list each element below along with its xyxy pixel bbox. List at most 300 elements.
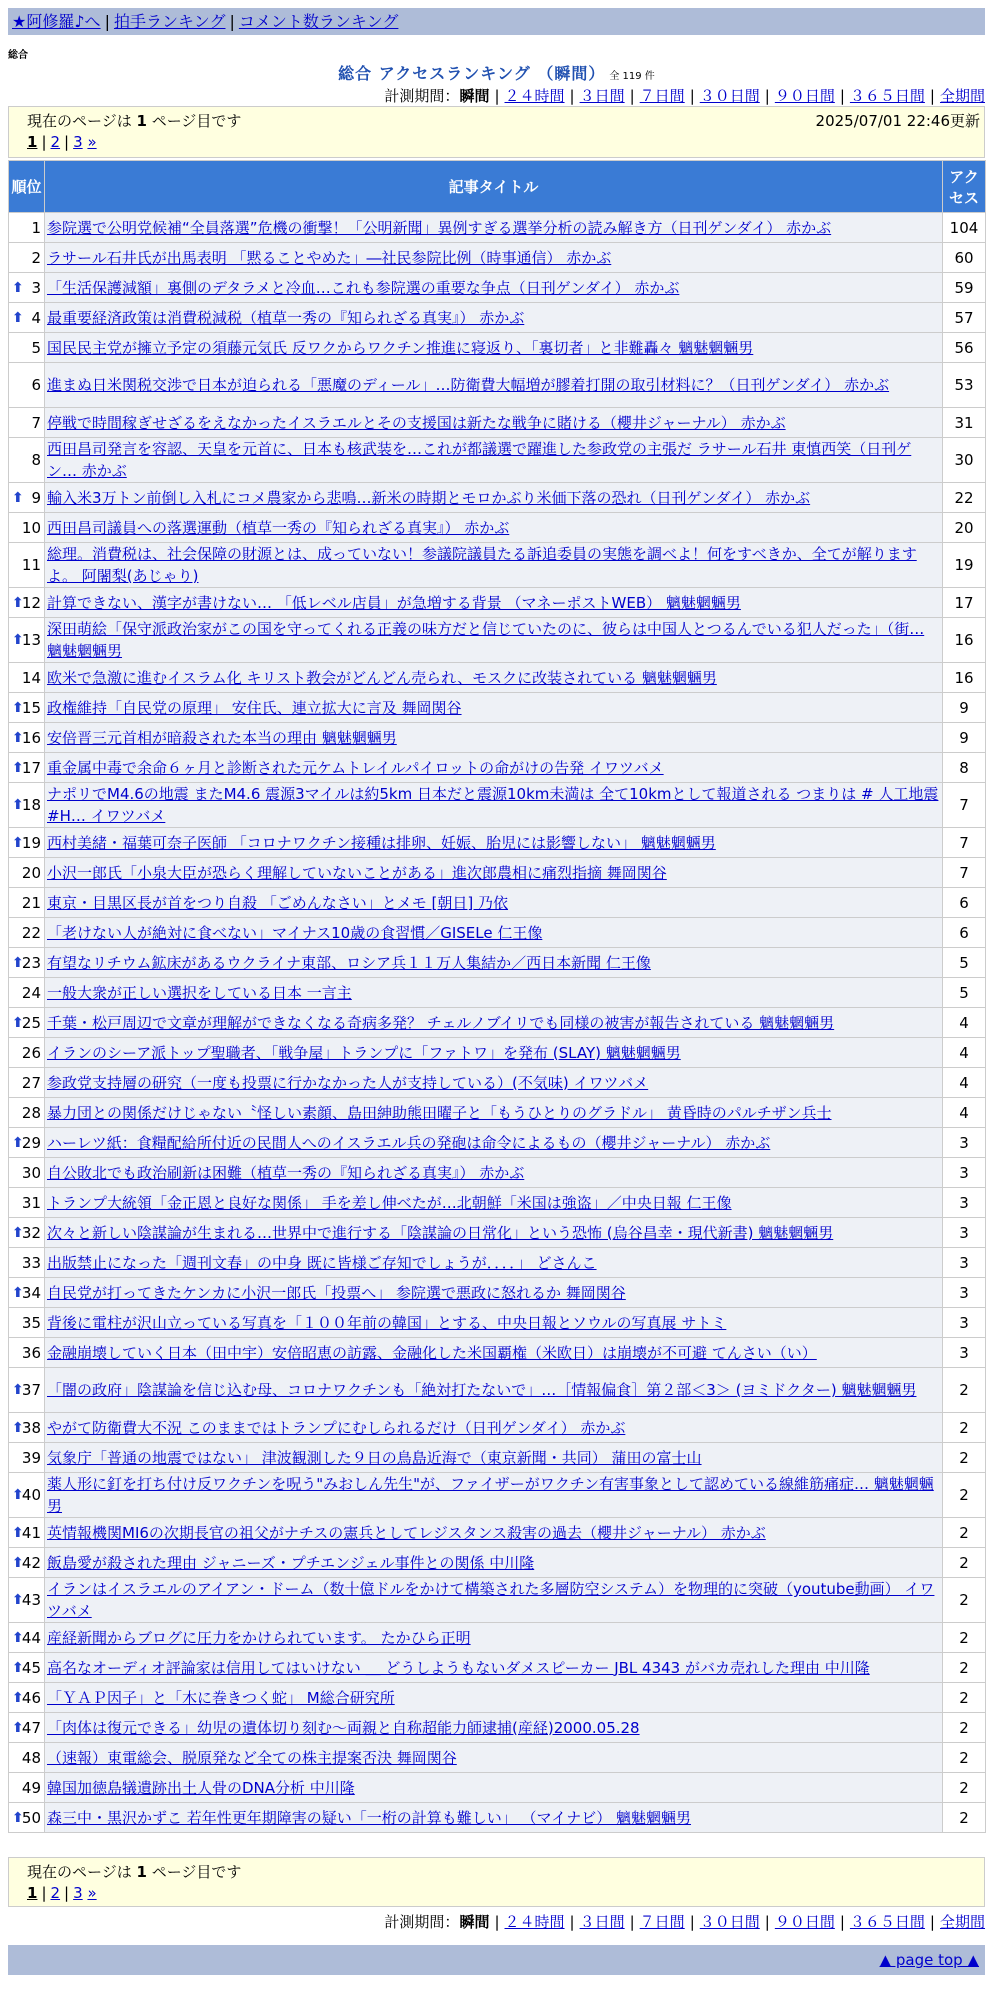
title-cell [45,1743,943,1773]
title-cell [45,858,943,888]
page-link-3[interactable]: 3 [73,133,83,151]
rank-header: 順位 [9,161,45,213]
table-row [9,1188,986,1218]
rank-cell [9,723,45,753]
rank-cell [9,273,45,303]
rank-cell [9,1098,45,1128]
article-link[interactable]: 「闇の政府」陰謀論を信じ込む母、コロナワクチンも「絶対打たないで」…［情報偏食］第２部＜3＞ (ヨミドクター) 魑魅魍魎男 [47,1381,917,1399]
nav-separator: | [104,12,110,31]
rank-number: 31 [21,1193,41,1212]
article-link[interactable]: 気象庁「普通の地震ではない」 津波観測した９日の鳥島近海で（東京新聞・共同） 蒲田の富士山 [47,1448,702,1467]
rank-cell [9,1368,45,1413]
access-count: 2 [943,1578,986,1623]
article-link[interactable]: 金融崩壊していく日本（田中宇）安倍昭恵の訪露、金融化した米国覇権（米欧日）は崩壊が不可避 てんさい（い） [47,1343,817,1362]
access-count: 5 [943,948,986,978]
rank-number: 40 [21,1486,41,1504]
rank-cell [9,1218,45,1248]
article-link[interactable]: 「老けない人が絶対に食べない」マイナス10歳の食習慣／GISELe 仁王像 [47,923,543,942]
page-info-top [8,106,985,158]
period-separator: | [929,87,935,105]
table-row [9,1713,986,1743]
period-link[interactable]: 全期間 [939,1913,985,1931]
rank-number: 2 [31,248,41,267]
rank-up-arrow-icon: ⬆ [12,279,24,296]
title-cell [45,408,943,438]
article-link[interactable]: 最重要経済政策は消費税減税（植草一秀の『知られざる真実』） 赤かぶ [47,308,525,327]
period-link[interactable]: ２４時間 [504,87,565,105]
rank-cell [9,1548,45,1578]
access-count: 4 [943,1038,986,1068]
page-link-1: 1 [27,133,38,151]
title-cell [45,1548,943,1578]
access-count: 30 [943,438,986,483]
access-count: 16 [943,663,986,693]
page-top-link[interactable]: ▲ page top ▲ [879,1951,979,1969]
rank-number: 47 [21,1718,41,1737]
article-link[interactable]: 高名なオーディオ評論家は信用してはいけない ＿ どうしようもないダメスピーカー JBL 4343 がバカ売れした理由 中川隆 [47,1658,870,1677]
period-link[interactable]: ７日間 [639,1913,685,1931]
rank-cell [9,978,45,1008]
rank-cell [9,753,45,783]
title-cell [45,1128,943,1158]
article-link[interactable]: 安倍晋三元首相が暗殺された本当の理由 魑魅魍魎男 [47,728,397,747]
access-count: 6 [943,918,986,948]
table-row [9,1038,986,1068]
title-cell [45,1803,943,1833]
article-link[interactable]: ナポリでM4.6の地震 またM4.6 震源3マイルは約5km 日本だと震源10km未満は 全て10kmとして報道される つまりは # 人工地震 #H… イワツバメ [47,785,939,825]
period-separator: | [629,87,635,105]
rank-up-arrow-icon: ⬆ [12,1659,24,1676]
rank-up-arrow-icon: ⬆ [12,1134,24,1151]
table-row [9,1413,986,1443]
rank-number: 13 [21,631,41,649]
table-row [9,663,986,693]
article-link[interactable]: 重金属中毒で余命６ヶ月と診断された元ケムトレイルパイロットの命がけの告発 イワツバメ [47,758,664,777]
period-separator: | [494,1913,500,1931]
access-count: 3 [943,1218,986,1248]
article-link[interactable]: ハーレツ紙：食糧配給所付近の民間人へのイスラエル兵の発砲は命令によるもの（櫻井ジャーナル） 赤かぶ [47,1133,771,1152]
rank-number: 46 [21,1688,41,1707]
title-cell [45,1008,943,1038]
page-text-suffix: ページ目です [151,112,242,130]
rank-number: 17 [21,758,41,777]
table-row [9,918,986,948]
period-selector-top [384,86,985,106]
article-link[interactable]: 「肉体は復元できる」幼児の遺体切り刻む～両親と自称超能力師逮捕(産経)2000.05.28 [47,1718,640,1737]
title-cell [45,948,943,978]
period-link[interactable]: ９０日間 [774,87,835,105]
access-count: 3 [943,1278,986,1308]
rank-cell [9,588,45,618]
table-row [9,588,986,618]
top-navigation [8,8,985,35]
period-label: 計測期間： [384,87,460,105]
period-current: 瞬間 [459,87,490,105]
home-link[interactable]: ★阿修羅♪へ [12,12,101,31]
title-cell [45,333,943,363]
rank-cell [9,1338,45,1368]
access-count: 6 [943,888,986,918]
title-cell [45,1308,943,1338]
title-cell [45,753,943,783]
table-row [9,1443,986,1473]
page-link-2[interactable]: 2 [50,133,61,151]
page-text-suffix: ページ目です [151,1863,242,1881]
current-page-number: 1 [136,1863,147,1881]
table-row [9,723,986,753]
rank-number: 35 [21,1313,41,1332]
rank-cell [9,663,45,693]
rank-number: 14 [21,668,41,687]
access-count: 8 [943,753,986,783]
access-count: 2 [943,1623,986,1653]
article-link[interactable]: 総理。消費税は、社会保障の財源とは、成っていない！参議院議員たる訴追委員の実態を調べよ！何をすべきか、全てが解りますよ。 阿闍梨(あじゃり) [47,545,917,585]
rank-up-arrow-icon: ⬆ [12,1014,24,1031]
pagination [27,1884,97,1902]
table-row [9,693,986,723]
article-link[interactable]: 参院選で公明党候補“全員落選”危機の衝撃！「公明新聞」異例すぎる選挙分析の読み解き方（日刊ゲンダイ） 赤かぶ [47,218,832,237]
rank-cell [9,1443,45,1473]
rank-number: 24 [21,983,41,1002]
article-link[interactable]: 産経新聞からブログに圧力をかけられています。 たかひら正明 [47,1628,471,1647]
table-row [9,1278,986,1308]
period-separator: | [839,1913,845,1931]
rank-up-arrow-icon: ⬆ [12,594,24,611]
rank-cell [9,1578,45,1623]
current-page-text [27,110,241,131]
article-link[interactable]: 「生活保護減額」裏側のデタラメと冷血…これも参院選の重要な争点（日刊ゲンダイ） 赤かぶ [47,278,680,297]
article-link[interactable]: 出版禁止になった「週刊文春」の中身 既に皆様ご存知でしょうが．．．．」 どさんこ [47,1253,597,1272]
rank-number: 4 [31,308,41,327]
title-cell [45,1038,943,1068]
ranking-title: 総合 アクセスランキング （瞬間） [338,64,606,83]
period-link[interactable]: ３０日間 [699,1913,760,1931]
access-count: 4 [943,1008,986,1038]
page-link-3[interactable]: 3 [73,1884,83,1902]
access-count: 60 [943,243,986,273]
rank-cell [9,1068,45,1098]
table-row [9,1518,986,1548]
category-label: 総合 [8,50,28,61]
title-cell [45,693,943,723]
rank-cell [9,513,45,543]
period-separator: | [764,1913,770,1931]
article-link[interactable]: 参政党支持層の研究（一度も投票に行かなかった人が支持している）(不気味) イワツバメ [47,1073,649,1092]
article-link[interactable]: 自公敗北でも政治刷新は困難（植草一秀の『知られざる真実』） 赤かぶ [47,1163,525,1182]
rank-cell [9,1623,45,1653]
rank-up-arrow-icon: ⬆ [12,834,24,851]
rank-up-arrow-icon: ⬆ [12,1487,24,1503]
access-count: 56 [943,333,986,363]
access-count: 2 [943,1773,986,1803]
article-link[interactable]: 欧米で急激に進むイスラム化 キリスト教会がどんどん売られ、モスクに改装されている 魑魅魍魎男 [47,668,717,687]
access-count: 2 [943,1518,986,1548]
table-row [9,213,986,243]
next-page-link[interactable]: » [87,133,97,151]
article-link[interactable]: イランのシーア派トップ聖職者、「戦争屋」トランプに「ファトワ」を発布 (SLAY) 魑魅魍魎男 [47,1043,681,1062]
rank-up-arrow-icon: ⬆ [12,699,24,716]
updated-timestamp: 2025/07/01 22:46更新 [815,112,980,130]
table-row [9,543,986,588]
article-link[interactable]: 飯島愛が殺された理由 ジャニーズ・プチエンジェル事件との関係 中川隆 [47,1553,535,1572]
article-link[interactable]: 一般大衆が正しい選択をしている日本 一言主 [47,983,352,1002]
rank-cell [9,1653,45,1683]
period-separator: | [689,1913,695,1931]
access-count: 19 [943,543,986,588]
table-row [9,1068,986,1098]
article-link[interactable]: ラサール石井氏が出馬表明 「黙ることやめた」―社民参院比例（時事通信） 赤かぶ [47,248,612,267]
rank-number: 7 [31,413,41,432]
rank-number: 1 [31,218,41,237]
rank-cell [9,408,45,438]
rank-up-arrow-icon: ⬆ [12,1382,24,1398]
title-cell [45,543,943,588]
rank-cell [9,948,45,978]
article-link[interactable]: 国民民主党が擁立予定の須藤元気氏 反ワクからワクチン推進に寝返り、「裏切者」と非難轟々 魑魅魍魎男 [47,338,754,357]
access-count: 2 [943,1713,986,1743]
title-cell [45,363,943,408]
access-count: 22 [943,483,986,513]
rank-cell [9,1743,45,1773]
current-page-text [27,1861,241,1882]
title-cell [45,1338,943,1368]
article-link[interactable]: 西村美緒・福葉可奈子医師 「コロナワクチン接種は排卵、妊娠、胎児には影響しない」 魑魅魍魎男 [47,833,716,852]
rank-number: 29 [21,1133,41,1152]
article-link[interactable]: 自民党が打ってきたケンカに小沢一郎氏「投票へ」 参院選で悪政に怒れるか 舞岡関谷 [47,1283,626,1302]
period-separator: | [929,1913,935,1931]
rank-cell [9,213,45,243]
article-link[interactable]: 千葉・松戸周辺で文章が理解ができなくなる奇病多発？ チェルノブイリでも同様の被害が報告されている 魑魅魍魎男 [47,1013,835,1032]
rank-cell [9,693,45,723]
access-count: 59 [943,273,986,303]
article-link[interactable]: 薬人形に釘を打ち付け反ワクチンを呪う"みおしん先生"が、ファイザーがワクチン有害事象として認めている線維筋痛症… 魑魅魍魎男 [47,1475,934,1515]
access-count: 53 [943,363,986,408]
rank-number: 5 [31,338,41,357]
rank-cell [9,783,45,828]
table-row [9,273,986,303]
page-info-bottom [8,1857,985,1907]
rank-number: 37 [21,1381,41,1399]
rank-cell [9,1473,45,1518]
table-row [9,1803,986,1833]
next-page-link[interactable]: » [87,1884,97,1902]
table-row [9,1218,986,1248]
title-cell [45,1158,943,1188]
title-cell [45,1473,943,1518]
access-count: 3 [943,1188,986,1218]
article-link[interactable]: イランはイスラエルのアイアン・ドーム（数十億ドルをかけて構築された多層防空システム）を物理的に突破（youtube動画） イワツバメ [47,1580,935,1620]
access-count: 2 [943,1803,986,1833]
table-row [9,1473,986,1518]
rank-number: 45 [21,1658,41,1677]
period-label: 計測期間： [384,1913,460,1931]
rank-cell [9,1158,45,1188]
count-header: アクセス [943,161,986,213]
title-cell [45,213,943,243]
rank-up-arrow-icon: ⬆ [12,1809,24,1826]
table-row [9,333,986,363]
rank-number: 22 [21,923,41,942]
rank-number: 44 [21,1628,41,1647]
title-cell [45,483,943,513]
access-count: 3 [943,1308,986,1338]
article-link[interactable]: 政権維持「自民党の原理」 安住氏、連立拡大に言及 舞岡関谷 [47,698,462,717]
rank-number: 28 [21,1103,41,1122]
period-link[interactable]: ３０日間 [699,87,760,105]
rank-up-arrow-icon: ⬆ [12,797,24,813]
rank-cell [9,1518,45,1548]
article-link[interactable]: 西田昌司議員への落選運動（植草一秀の『知られざる真実』） 赤かぶ [47,518,510,537]
table-row [9,828,986,858]
pager-separator: | [41,1884,47,1902]
access-count: 3 [943,1158,986,1188]
rank-up-arrow-icon: ⬆ [12,1284,24,1301]
period-link[interactable]: ９０日間 [774,1913,835,1931]
access-count: 3 [943,1248,986,1278]
rank-up-arrow-icon: ⬆ [12,1224,24,1241]
title-cell [45,723,943,753]
table-row [9,1338,986,1368]
rank-up-arrow-icon: ⬆ [12,309,24,326]
rank-number: 34 [21,1283,41,1302]
period-link[interactable]: ３日間 [579,1913,625,1931]
article-link[interactable]: 輸入米3万トン前倒し入札にコメ農家から悲鳴…新米の時期とモロかぶり米価下落の恐れ（日刊ゲンダイ） 赤かぶ [47,488,811,507]
period-separator: | [569,1913,575,1931]
table-row [9,1008,986,1038]
rank-up-arrow-icon: ⬆ [12,759,24,776]
title-cell [45,1413,943,1443]
title-cell [45,588,943,618]
access-count: 2 [943,1368,986,1413]
article-link[interactable]: 停戦で時間稼ぎせざるをえなかったイスラエルとその支援国は新たな戦争に賭ける（櫻井ジャーナル） 赤かぶ [47,413,786,432]
article-link[interactable]: 暴力団との関係だけじゃない〝怪しい素顔、島田紳助熊田曜子と「もうひとりのグラドル」 黄昏時のパルチザン兵士 [47,1103,832,1122]
rank-cell [9,618,45,663]
article-link[interactable]: 次々と新しい陰謀論が生まれる…世界中で進行する「陰謀論の日常化」という恐怖 (烏谷昌幸・現代新書) 魑魅魍魎男 [47,1223,834,1242]
article-link[interactable]: 英情報機関MI6の次期長官の祖父がナチスの憲兵としてレジスタンス殺害の過去（櫻井ジャーナル） 赤かぶ [47,1523,766,1542]
period-link[interactable]: ３日間 [579,87,625,105]
rank-cell [9,1803,45,1833]
table-row [9,1578,986,1623]
title-cell [45,783,943,828]
article-link[interactable]: 「ＹＡＰ因子」と「木に巻きつく蛇」 M総合研究所 [47,1688,395,1707]
period-separator: | [569,87,575,105]
rank-number: 30 [21,1163,41,1182]
period-separator: | [764,87,770,105]
article-link[interactable]: 有望なリチウム鉱床があるウクライナ東部、ロシア兵１１万人集結か／西日本新聞 仁王像 [47,953,651,972]
period-separator: | [839,87,845,105]
access-count: 2 [943,1473,986,1518]
rank-number: 43 [21,1591,41,1609]
title-header: 記事タイトル [45,161,943,213]
period-current: 瞬間 [459,1913,490,1931]
access-count: 4 [943,1068,986,1098]
rank-number: 25 [21,1013,41,1032]
access-count: 2 [943,1443,986,1473]
article-link[interactable]: 韓国加徳島犠遺跡出土人骨のDNA分析 中川隆 [47,1778,355,1797]
access-count: 57 [943,303,986,333]
rank-number: 41 [21,1523,41,1542]
rank-number: 12 [21,593,41,612]
access-count: 104 [943,213,986,243]
rank-number: 16 [21,728,41,747]
title-cell [45,1248,943,1278]
table-row [9,888,986,918]
rank-cell [9,918,45,948]
rank-cell [9,1188,45,1218]
rank-cell [9,1248,45,1278]
rank-cell [9,363,45,408]
page-link-2[interactable]: 2 [50,1884,61,1902]
table-row [9,1623,986,1653]
access-count: 2 [943,1413,986,1443]
period-separator: | [494,87,500,105]
rank-number: 36 [21,1343,41,1362]
article-link[interactable]: 小沢一郎氏「小泉大臣が恐らく理解していないことがある」進次郎農相に痛烈指摘 舞岡関谷 [47,863,667,882]
rank-number: 33 [21,1253,41,1272]
rank-up-arrow-icon: ⬆ [12,729,24,746]
period-separator: | [629,1913,635,1931]
rank-cell [9,243,45,273]
article-link[interactable]: 計算できない、漢字が書けない… 「低レベル店員」が急増する背景 （マネーポストWEB） 魑魅魍魎男 [47,593,741,612]
article-link[interactable]: やがて防衛費大不況 このままではトランプにむしられるだけ（日刊ゲンダイ） 赤かぶ [47,1418,626,1437]
period-link[interactable]: 全期間 [939,87,985,105]
rank-number: 27 [21,1073,41,1092]
table-row [9,858,986,888]
table-row [9,513,986,543]
table-row [9,1158,986,1188]
period-link[interactable]: ２４時間 [504,1913,565,1931]
access-count: 7 [943,828,986,858]
access-count: 4 [943,1098,986,1128]
rank-number: 20 [21,863,41,882]
rank-cell [9,438,45,483]
rank-number: 6 [31,376,41,394]
comment-ranking-link[interactable]: コメント数ランキング [238,12,399,31]
access-count: 9 [943,723,986,753]
period-link[interactable]: ３６５日間 [849,1913,925,1931]
title-cell [45,1443,943,1473]
table-row [9,1548,986,1578]
rank-cell [9,483,45,513]
table-row [9,1308,986,1338]
article-link[interactable]: 背後に電柱が沢山立っている写真を「１００年前の韓国」とする、中央日報とソウルの写真展 サトミ [47,1313,727,1332]
rank-number: 42 [21,1553,41,1572]
article-link[interactable]: トランプ大統領「金正恩と良好な関係」 手を差し伸べたが…北朝鮮「米国は強盗」／中央日報 仁王像 [47,1193,732,1212]
rank-cell [9,828,45,858]
rank-cell [9,1008,45,1038]
rank-up-arrow-icon: ⬆ [12,1554,24,1571]
table-row [9,1653,986,1683]
article-link[interactable]: 森三中・黒沢かずこ 若年性更年期障害の疑い「一桁の計算も難しい」 （マイナビ） 魑魅魍魎男 [47,1808,692,1827]
page-text-prefix: 現在のページは [27,1863,132,1881]
page-link-1: 1 [27,1884,38,1902]
rank-up-arrow-icon: ⬆ [12,1524,24,1541]
title-cell [45,1368,943,1413]
period-link[interactable]: ７日間 [639,87,685,105]
period-link[interactable]: ３６５日間 [849,87,925,105]
title-cell [45,1098,943,1128]
access-count: 5 [943,978,986,1008]
title-cell [45,978,943,1008]
article-link[interactable]: 西田昌司発言を容認、天皇を元首に、日本も核武装を…これが都議選で躍進した参政党の主張だ ラサール石井 東慎西笑（日刊ゲン… 赤かぶ [47,440,912,480]
article-link[interactable]: （速報）東電総会、脱原発など全ての株主提案否決 舞岡関谷 [47,1748,457,1767]
article-link[interactable]: 進まぬ日米関税交渉で日本が迫られる「悪魔のディール」…防衛費大幅増が膠着打開の取引材料に？（日刊ゲンダイ） 赤かぶ [47,376,890,394]
rank-number: 15 [21,698,41,717]
rank-cell [9,303,45,333]
article-link[interactable]: 東京・目黒区長が首をつり自殺 「ごめんなさい」とメモ [朝日] 乃依 [47,893,509,912]
clap-ranking-link[interactable]: 拍手ランキング [113,12,226,31]
article-link[interactable]: 深田萌絵「保守派政治家がこの国を守ってくれる正義の味方だと信じていたのに、彼らは中国人とつるんでいる犯人だった」（街… 魑魅魍魎男 [47,620,925,660]
